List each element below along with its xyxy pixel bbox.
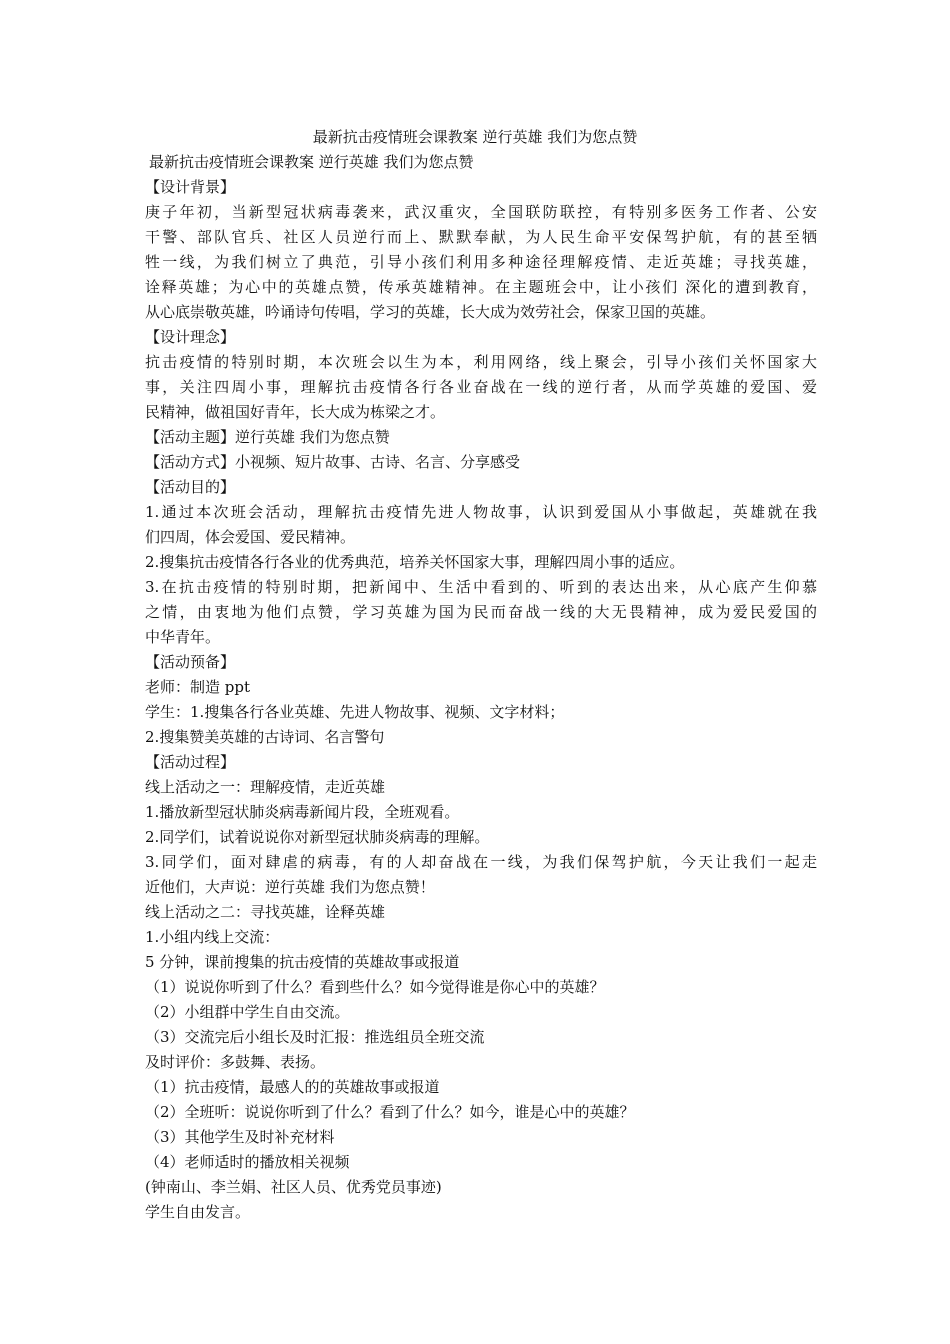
paragraph-line: 线上活动之二：寻找英雄，诠释英雄: [145, 903, 386, 921]
paragraph-line: 2.搜集赞美英雄的古诗词、名言警句: [145, 728, 385, 746]
paragraph-line: 3.在抗击疫情的特别时期，把新闻中、生活中看到的、听到的表达出来，从心底产生仰慕: [145, 578, 817, 596]
paragraph-line: 中华青年。: [145, 628, 221, 646]
paragraph-line: （1）抗击疫情，最感人的的英雄故事或报道: [145, 1078, 440, 1096]
paragraph-line: 民精神，做祖国好青年，长大成为栋梁之才。: [145, 403, 446, 421]
paragraph-line: 牲一线，为我们树立了典范，引导小孩们利用多种途径理解疫情、走近英雄；寻找英雄，: [145, 253, 817, 271]
paragraph-line: 1.播放新型冠状肺炎病毒新闻片段，全班观看。: [145, 803, 460, 821]
paragraph-line: (钟南山、李兰娟、社区人员、优秀党员事迹): [145, 1178, 442, 1196]
paragraph-line: 从心底崇敬英雄，吟诵诗句传唱，学习的英雄，长大成为效劳社会，保家卫国的英雄。: [145, 303, 716, 321]
paragraph-line: （2）小组群中学生自由交流。: [145, 1003, 350, 1021]
paragraph-line: 2.搜集抗击疫情各行各业的优秀典范，培养关怀国家大事，理解四周小事的适应。: [145, 553, 685, 571]
section-heading: 【活动方式】小视频、短片故事、古诗、名言、分享感受: [145, 453, 521, 471]
paragraph-line: 抗击疫情的特别时期，本次班会以生为本，利用网络，线上聚会，引导小孩们关怀国家大: [145, 353, 817, 371]
paragraph-line: 们四周，体会爱国、爱民精神。: [145, 528, 356, 546]
document-subtitle: 最新抗击疫情班会课教案 逆行英雄 我们为您点赞: [149, 153, 474, 171]
paragraph-line: （4）老师适时的播放相关视频: [145, 1153, 350, 1171]
paragraph-line: 及时评价：多鼓舞、表扬。: [145, 1053, 326, 1071]
section-heading: 【设计背景】: [145, 178, 236, 196]
paragraph-line: 5 分钟，课前搜集的抗击疫情的英雄故事或报道: [145, 953, 460, 971]
paragraph-line: 庚子年初，当新型冠状病毒袭来，武汉重灾，全国联防联控，有特别多医务工作者、公安: [145, 203, 817, 221]
paragraph-line: 学生：1.搜集各行各业英雄、先进人物故事、视频、文字材料；: [145, 703, 565, 721]
section-heading: 【设计理念】: [145, 328, 236, 346]
paragraph-line: 诠释英雄；为心中的英雄点赞，传承英雄精神。在主题班会中，让小孩们 深化的遭到教育，: [145, 278, 817, 296]
section-heading: 【活动主题】逆行英雄 我们为您点赞: [145, 428, 390, 446]
document-title: 最新抗击疫情班会课教案 逆行英雄 我们为您点赞: [312, 128, 638, 146]
paragraph-line: （1）说说你听到了什么？看到些什么？如今觉得谁是你心中的英雄？: [145, 978, 605, 996]
section-heading: 【活动过程】: [145, 753, 236, 771]
paragraph-line: 老师：制造 ppt: [145, 678, 251, 696]
paragraph-line: 之情，由衷地为他们点赞，学习英雄为国为民而奋战一线的大无畏精神，成为爱民爱国的: [145, 603, 817, 621]
paragraph-line: 3.同学们，面对肆虐的病毒，有的人却奋战在一线，为我们保驾护航，今天让我们一起走: [145, 853, 817, 871]
paragraph-line: 1.小组内线上交流：: [145, 928, 280, 946]
paragraph-line: （3）其他学生及时补充材料: [145, 1128, 335, 1146]
document-body: [145, 150, 817, 1225]
paragraph-line: 1.通过本次班会活动，理解抗击疫情先进人物故事，认识到爱国从小事做起，英雄就在我: [145, 503, 817, 521]
paragraph-line: 事，关注四周小事，理解抗击疫情各行各业奋战在一线的逆行者，从而学英雄的爱国、爱: [145, 378, 817, 396]
paragraph-line: 2.同学们，试着说说你对新型冠状肺炎病毒的理解。: [145, 828, 490, 846]
section-heading: 【活动预备】: [145, 653, 236, 671]
paragraph-line: （2）全班听：说说你听到了什么？看到了什么？如今，谁是心中的英雄？: [145, 1103, 635, 1121]
paragraph-line: 近他们，大声说：逆行英雄 我们为您点赞！: [145, 878, 435, 896]
paragraph-line: （3）交流完后小组长及时汇报：推选组员全班交流: [145, 1028, 485, 1046]
section-heading: 【活动目的】: [145, 478, 236, 496]
paragraph-line: 线上活动之一：理解疫情，走近英雄: [145, 778, 386, 796]
paragraph-line: 学生自由发言。: [145, 1203, 251, 1221]
paragraph-line: 干警、部队官兵、社区人员逆行而上、默默奉献，为人民生命平安保驾护航，有的甚至牺: [145, 228, 817, 246]
